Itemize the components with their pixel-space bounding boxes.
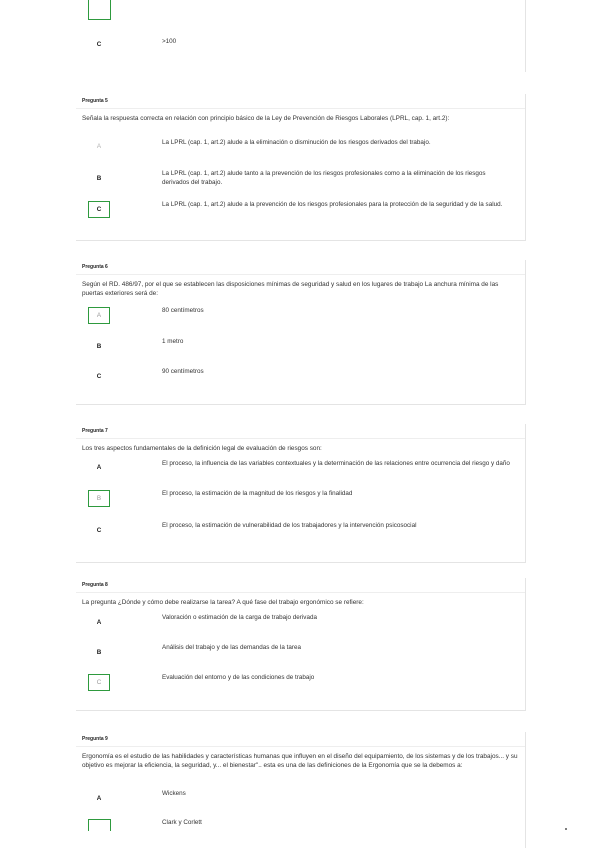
option-letter: C bbox=[96, 41, 102, 48]
option-text: Valoración o estimación de la carga de trabajo derivada bbox=[162, 614, 317, 621]
question-card-5 bbox=[76, 94, 526, 241]
question-text: Ergonomía es el estudio de las habilidades y características humanas que influyen en el diseño del equipamiento, de los sistemas y de los trabajos... y su objetivo es mejorar la eficiencia, la seguridad, y... el bienestar".. esta es una de las definiciones de la Ergonomía que se la debemos a: bbox=[82, 753, 518, 769]
option-text: El proceso, la influencia de las variables contextuales y la determinación de las relaciones entre ocurrencia del riesgo y daño bbox=[162, 460, 510, 467]
option-b-marker-partial[interactable] bbox=[88, 0, 111, 20]
question-card-8 bbox=[76, 578, 526, 711]
option-text: El proceso, la estimación de vulnerabilidad de los trabajadores y la intervención psicosocial bbox=[162, 522, 417, 529]
option-text: >100 bbox=[162, 38, 177, 45]
option-text: La LPRL (cap. 1, art.2) alude tanto a la prevención de los riesgos profesionales como a la eliminación de los riesgos derivados del trabajo. bbox=[162, 170, 486, 186]
option-text: Análisis del trabajo y de las demandas de la tarea bbox=[162, 644, 301, 651]
question-heading: Pregunta 5 bbox=[76, 94, 525, 109]
question-heading: Pregunta 7 bbox=[76, 424, 525, 439]
question-card-9 bbox=[76, 732, 526, 848]
option-text: 90 centímetros bbox=[162, 368, 204, 375]
option-text: 80 centímetros bbox=[162, 307, 204, 314]
question-card-6 bbox=[76, 260, 526, 405]
option-text: Wickens bbox=[162, 790, 186, 797]
option-letter: B bbox=[88, 490, 110, 507]
option-letter: A bbox=[96, 464, 102, 471]
question-heading: Pregunta 8 bbox=[76, 578, 525, 593]
option-text: La LPRL (cap. 1, art.2) alude a la eliminación o disminución de los riesgos derivados del trabajo. bbox=[162, 139, 431, 146]
option-letter: A bbox=[88, 307, 110, 324]
question-heading: Pregunta 6 bbox=[76, 260, 525, 275]
option-letter: B bbox=[96, 649, 102, 656]
option-b-marker-partial[interactable] bbox=[88, 819, 111, 831]
option-letter: B bbox=[96, 343, 102, 350]
question-text: Los tres aspectos fundamentales de la definición legal de evaluación de riesgos son: bbox=[82, 445, 322, 452]
option-letter: A bbox=[96, 143, 102, 150]
option-text: Evaluación del entorno y de las condiciones de trabajo bbox=[162, 674, 315, 681]
question-card-7 bbox=[76, 424, 526, 563]
question-text: Según el RD. 486/97, por el que se establecen las disposiciones mínimas de seguridad y salud en los lugares de trabajo La anchura mínima de las puertas exteriores será de: bbox=[82, 281, 499, 297]
question-text: La pregunta ¿Dónde y cómo debe realizarse la tarea? A qué fase del trabajo ergonómico se refiere: bbox=[82, 599, 364, 606]
option-letter: C bbox=[96, 527, 102, 534]
page-dot bbox=[565, 828, 567, 830]
option-letter: C bbox=[88, 201, 110, 218]
option-letter: C bbox=[96, 373, 102, 380]
option-letter: B bbox=[96, 175, 102, 182]
option-text: La LPRL (cap. 1, art.2) alude a la prevención de los riesgos profesionales para la protección de la seguridad y de la salud. bbox=[162, 201, 503, 208]
option-text: 1 metro bbox=[162, 338, 184, 345]
option-text: El proceso, la estimación de la magnitud de los riesgos y la finalidad bbox=[162, 490, 353, 497]
question-text: Señala la respuesta correcta en relación con principio básico de la Ley de Prevención de Riesgos Laborales (LPRL, cap. 1, art.2): bbox=[82, 115, 450, 122]
option-text: Clark y Corlett bbox=[162, 819, 202, 826]
option-letter: C bbox=[88, 674, 110, 691]
question-heading: Pregunta 9 bbox=[76, 732, 525, 747]
question-4-tail bbox=[76, 0, 526, 72]
option-letter: A bbox=[96, 619, 102, 626]
option-letter: A bbox=[96, 795, 102, 802]
